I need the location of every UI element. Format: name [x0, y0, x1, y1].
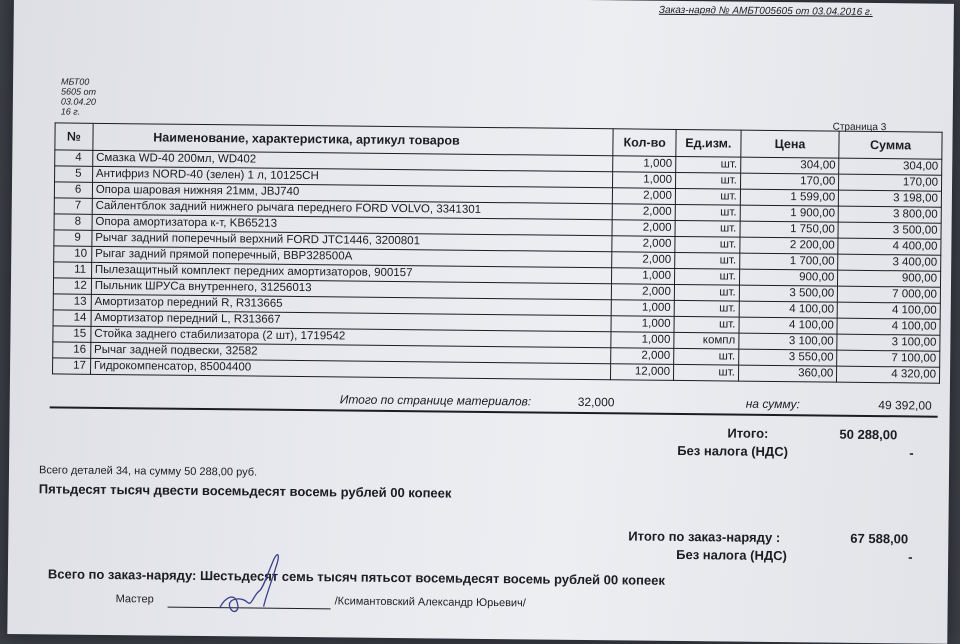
- table-body: [53, 150, 942, 383]
- row-qty: 1,000: [612, 300, 675, 317]
- row-price: 2 200,00: [740, 237, 839, 254]
- row-unit: шт.: [674, 300, 739, 317]
- col-unit: Ед.изм.: [676, 129, 741, 157]
- row-sum: 4 400,00: [838, 238, 941, 255]
- row-sum: 7 000,00: [838, 286, 941, 303]
- order-tax-value: -: [908, 549, 913, 565]
- row-price: 360,00: [738, 365, 837, 382]
- row-number: 16: [53, 342, 91, 358]
- row-price: 4 100,00: [739, 317, 838, 334]
- row-sum: 3 198,00: [839, 190, 942, 207]
- page-summary-qty: 32,000: [577, 394, 615, 410]
- row-number: 5: [55, 166, 93, 182]
- row-unit: компл: [674, 332, 739, 349]
- row-sum: 3 100,00: [837, 334, 940, 351]
- row-qty: 2,000: [612, 252, 675, 269]
- row-name: Сайлентблок задний нижнего рычага переднего FORD VOLVO, 3341301: [92, 198, 613, 219]
- row-name: Пылезащитный комплект передних амортизаторов, 900157: [91, 262, 612, 283]
- signature-image: [207, 546, 298, 617]
- row-qty: 2,000: [613, 188, 676, 205]
- row-unit: шт.: [673, 364, 738, 381]
- page-number: Страница 3: [832, 121, 887, 134]
- order-reference: Заказ-наряд № АМБТ005605 от 03.04.2016 г.: [658, 4, 873, 18]
- row-price: 4 100,00: [739, 301, 838, 318]
- col-sum: Сумма: [839, 131, 942, 159]
- row-number: 14: [53, 310, 91, 326]
- row-name: Опора амортизатора к-т, KB65213: [92, 214, 613, 235]
- order-tax-label: Без налога (НДС): [676, 546, 787, 564]
- tax-value: -: [909, 445, 914, 461]
- row-name: Рычаг задней подвески, 32582: [91, 342, 612, 363]
- row-price: 1 900,00: [740, 205, 839, 222]
- row-number: 17: [53, 358, 91, 374]
- row-qty: 2,000: [612, 284, 675, 301]
- row-qty: 1,000: [613, 156, 676, 173]
- master-name: /Ксимантовский Александр Юрьевич/: [334, 595, 526, 610]
- col-price: Цена: [741, 130, 840, 158]
- row-price: 3 100,00: [739, 333, 838, 350]
- row-unit: шт.: [675, 252, 740, 269]
- row-price: 304,00: [740, 157, 839, 174]
- row-sum: 4 100,00: [837, 302, 940, 319]
- row-sum: 900,00: [838, 270, 941, 287]
- row-name: Смазка WD-40 200мл, WD402: [93, 150, 614, 171]
- order-total-label: Итого по заказ-наряду :: [628, 528, 781, 546]
- total-label: Итого:: [727, 425, 769, 441]
- row-number: 13: [53, 294, 91, 310]
- row-unit: шт.: [675, 172, 740, 189]
- row-price: 1 700,00: [739, 253, 838, 270]
- side-note: МБТ00 5605 от 03.04.20 16 г.: [60, 76, 97, 117]
- master-label: Мастер: [115, 593, 154, 606]
- row-number: 11: [54, 262, 92, 278]
- row-name: Рыгаг задний прямой поперечный, BBP328500A: [92, 246, 613, 267]
- row-sum: 3 400,00: [838, 254, 941, 271]
- page-summary: [50, 387, 938, 417]
- row-unit: шт.: [675, 220, 740, 237]
- row-unit: шт.: [674, 316, 739, 333]
- row-sum: 3 800,00: [838, 206, 941, 223]
- row-name: Рычаг задний поперечный верхний FORD JTC1446, 3200801: [92, 230, 613, 251]
- row-price: 3 550,00: [738, 349, 837, 366]
- row-sum: 304,00: [839, 158, 942, 175]
- row-price: 1 599,00: [740, 189, 839, 206]
- row-unit: шт.: [676, 156, 741, 173]
- amount-in-words: Пятьдесят тысяч двести восемьдесят восемь рублей 00 копеек: [38, 481, 452, 501]
- row-unit: шт.: [674, 348, 739, 365]
- row-unit: шт.: [675, 236, 740, 253]
- order-total-value: 67 588,00: [850, 530, 909, 547]
- row-name: Амортизатор передний L, R313667: [91, 310, 612, 331]
- row-name: Гидрокомпенсатор, 85004400: [90, 358, 611, 379]
- row-qty: 2,000: [613, 204, 676, 221]
- row-number: 10: [54, 246, 92, 262]
- row-unit: шт.: [675, 188, 740, 205]
- page-summary-label: Итого по странице материалов:: [339, 392, 532, 409]
- row-unit: шт.: [675, 204, 740, 221]
- row-price: 1 750,00: [740, 221, 839, 238]
- row-number: 12: [53, 278, 91, 294]
- row-name: Пыльник ШРУСа внутреннего, 31256013: [91, 278, 612, 299]
- row-qty: 2,000: [611, 348, 674, 365]
- row-sum: 4 320,00: [837, 366, 940, 383]
- row-qty: 2,000: [612, 220, 675, 237]
- row-sum: 170,00: [839, 174, 942, 191]
- row-unit: шт.: [674, 268, 739, 285]
- col-name: Наименование, характеристика, артикул товаров: [93, 123, 614, 155]
- row-qty: 2,000: [612, 236, 675, 253]
- row-number: 6: [54, 182, 92, 198]
- row-sum: 7 100,00: [837, 350, 940, 367]
- row-name: Опора шаровая нижняя 21мм, JBJ740: [92, 182, 613, 203]
- items-table: [52, 122, 943, 383]
- row-price: 170,00: [740, 173, 839, 190]
- row-name: Антифриз NORD-40 (зелен) 1 л, 10125CH: [92, 166, 613, 187]
- tax-label: Без налога (НДС): [677, 442, 789, 460]
- row-price: 900,00: [739, 269, 838, 286]
- row-unit: шт.: [674, 284, 739, 301]
- row-number: 4: [55, 150, 93, 166]
- row-name: Амортизатор передний R, R313665: [91, 294, 612, 315]
- row-sum: 4 100,00: [837, 318, 940, 335]
- document-sheet: [7, 0, 954, 644]
- row-qty: 12,000: [611, 364, 674, 381]
- row-name: Стойка заднего стабилизатора (2 шт), 1719542: [91, 326, 612, 347]
- row-number: 15: [53, 326, 91, 342]
- row-qty: 1,000: [611, 316, 674, 333]
- row-sum: 3 500,00: [838, 222, 941, 239]
- row-qty: 1,000: [612, 268, 675, 285]
- total-value: 50 288,00: [839, 426, 898, 443]
- page-summary-total: 49 392,00: [878, 398, 932, 413]
- row-number: 9: [54, 230, 92, 246]
- row-qty: 1,000: [611, 332, 674, 349]
- order-amount-in-words: Всего по заказ-наряду: Шестьдесят семь тысяч пятьсот восемьдесят восемь рублей 00 копеек: [47, 566, 665, 588]
- row-number: 7: [54, 198, 92, 214]
- page-summary-on-sum-label: на сумму:: [745, 396, 800, 412]
- row-qty: 1,000: [613, 172, 676, 189]
- col-number: №: [55, 123, 93, 150]
- row-price: 3 500,00: [739, 285, 838, 302]
- details-summary: Всего деталей 34, на сумму 50 288,00 руб.: [38, 464, 258, 479]
- row-number: 8: [54, 214, 92, 230]
- col-qty: Кол-во: [613, 129, 676, 157]
